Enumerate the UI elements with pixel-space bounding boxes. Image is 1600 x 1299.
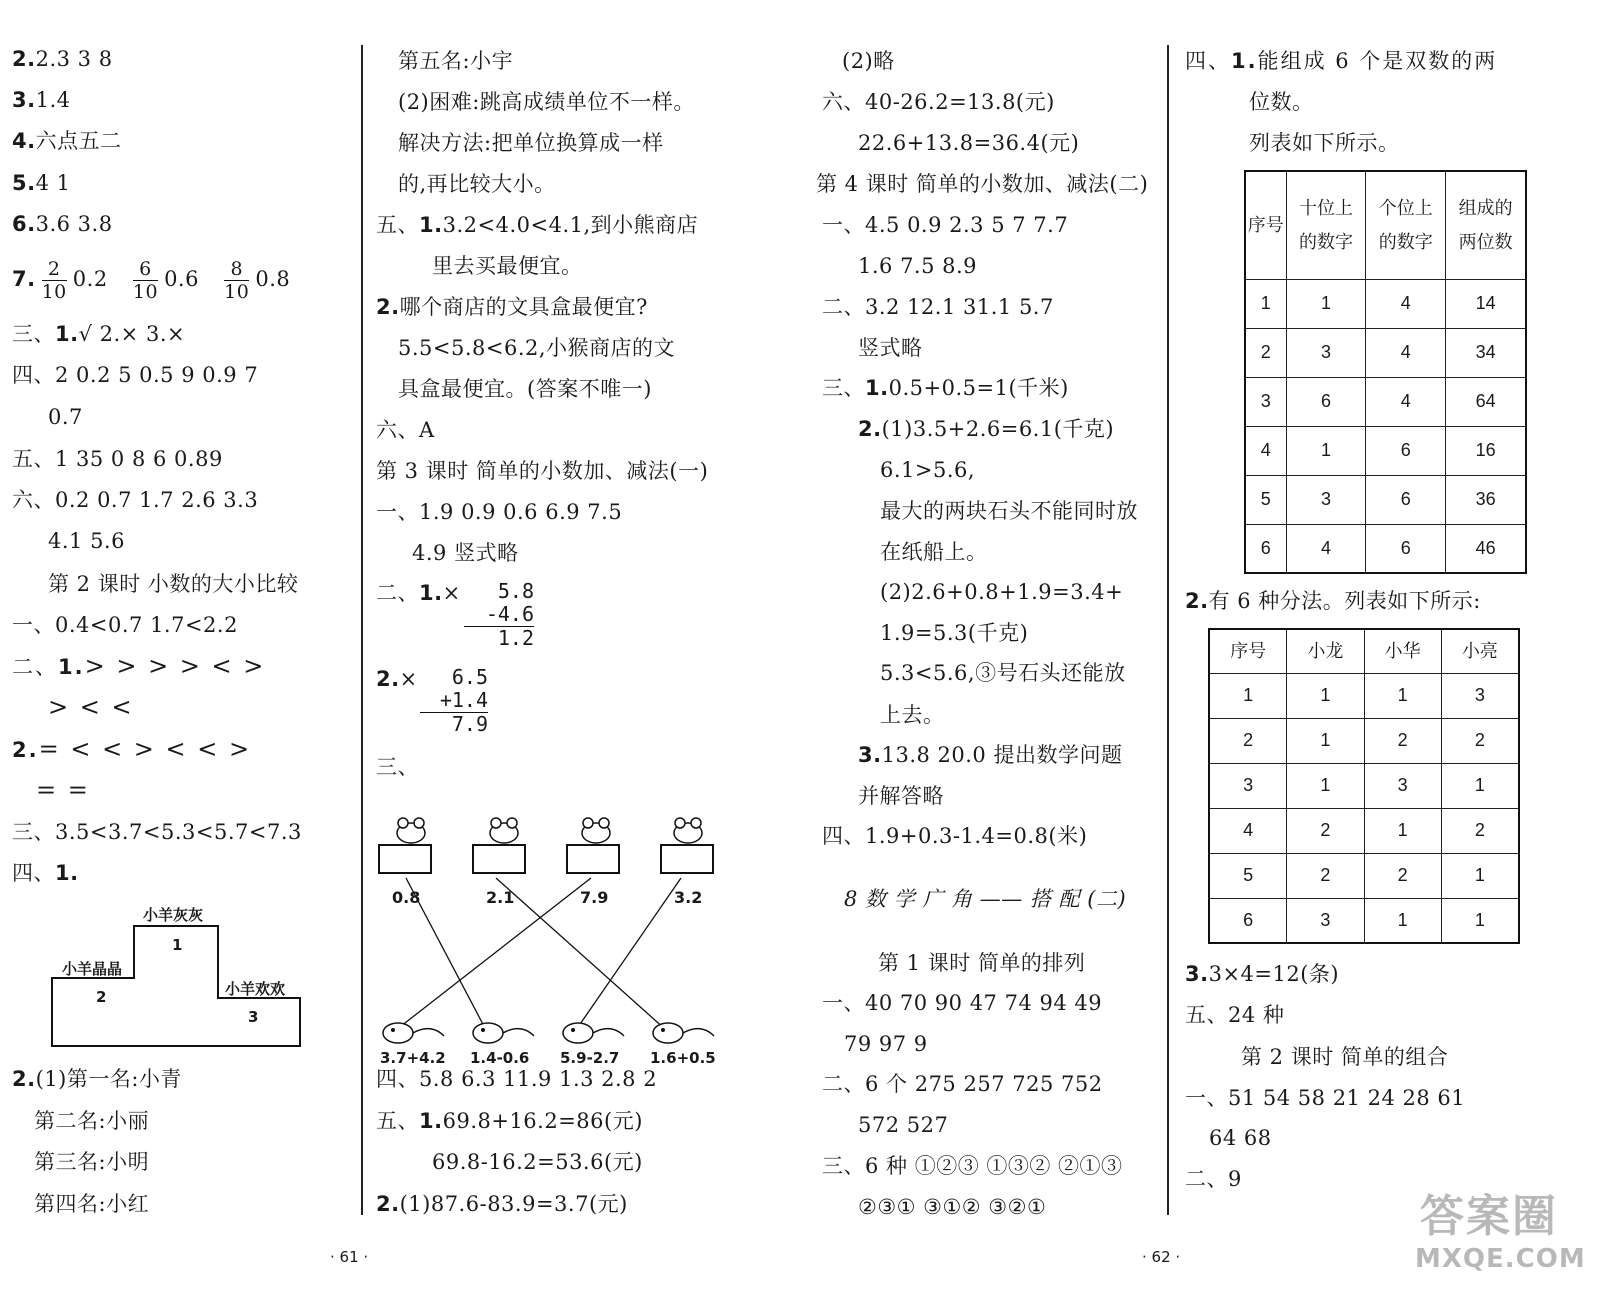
table-cell: 1: [1287, 673, 1364, 718]
answer-line: 4.9 竖式略: [412, 541, 519, 565]
page-number-right: · 62 ·: [1142, 1248, 1181, 1266]
table-cell: 4: [1209, 808, 1287, 853]
table-cell: 3: [1364, 763, 1441, 808]
answer-line: 2.(1)第一名:小青: [12, 1067, 182, 1091]
table-cell: 36: [1446, 475, 1526, 524]
answer-line: 2.×: [376, 667, 418, 691]
section-heading: 第 4 课时 简单的小数加、减法(二): [816, 172, 1149, 196]
answer-line: 第四名:小红: [34, 1192, 150, 1216]
answer-line: 六、A: [376, 418, 435, 442]
answer-line: 1.9=5.3(千克): [880, 621, 1029, 645]
table-cell: 1: [1209, 673, 1287, 718]
table-cell: 64: [1446, 377, 1526, 426]
answer-line: 4.六点五二: [12, 129, 122, 153]
table-row: [1245, 524, 1526, 573]
answer-line: 里去买最便宜。: [432, 254, 583, 278]
answer-line: 在纸船上。: [880, 540, 988, 564]
answer-line: 竖式略: [858, 336, 923, 360]
table-cell: 2: [1245, 328, 1286, 377]
frog-icon: [397, 818, 702, 843]
table-cell: 16: [1446, 426, 1526, 475]
answer-line: 的,再比较大小。: [398, 172, 556, 196]
answer-line: 一、1.9 0.9 0.6 6.9 7.5: [376, 500, 623, 524]
table-cell: 6: [1245, 524, 1286, 573]
answer-line: 3.1.4: [12, 88, 71, 112]
podium-third-name: 小羊欢欢: [225, 980, 286, 998]
answer-line: 位数。: [1249, 90, 1314, 114]
table-cell: 2: [1441, 808, 1519, 853]
answer-line: 解决方法:把单位换算成一样: [398, 131, 664, 155]
answer-line: = =: [36, 776, 90, 804]
answer-line: 第五名:小宇: [398, 49, 514, 73]
answer-line: 3.13.8 20.0 提出数学问题: [858, 743, 1123, 767]
answer-line: 四、1.: [12, 861, 79, 885]
tadpole-expression: 3.7+4.2: [380, 1049, 446, 1067]
answer-line: 64 68: [1209, 1126, 1272, 1150]
table-header: 序号: [1209, 629, 1287, 673]
table-header: 十位上的数字: [1286, 171, 1366, 279]
answer-line: 最大的两块石头不能同时放: [880, 499, 1138, 523]
answer-line: 三、: [376, 755, 419, 779]
answer-line: 69.8-16.2=53.6(元): [432, 1150, 643, 1174]
answer-line: 一、4.5 0.9 2.3 5 7 7.7: [822, 213, 1069, 237]
table-cell: 3: [1209, 763, 1287, 808]
section-heading: 第 2 课时 简单的组合: [1241, 1045, 1449, 1069]
table-cell: 6: [1286, 377, 1366, 426]
answer-line: 2.= < < > < < >: [12, 735, 252, 763]
answer-line: 0.7: [48, 405, 83, 429]
section-heading: 第 2 课时 小数的大小比较: [48, 572, 299, 596]
table-row: [1209, 718, 1519, 763]
table-cell: 2: [1287, 808, 1364, 853]
answer-line: 六、40-26.2=13.8(元): [822, 90, 1055, 114]
vertical-addition: 6.5 +1.4 7.9: [420, 666, 488, 736]
table-cell: 4: [1366, 279, 1446, 328]
answer-line: 四、1.能组成 6 个是双数的两: [1185, 49, 1498, 73]
table-row: [1245, 328, 1526, 377]
answer-line: 第二名:小丽: [34, 1109, 150, 1133]
table-header: 小龙: [1287, 629, 1364, 673]
table-cell: 6: [1209, 898, 1287, 943]
answer-line: 上去。: [880, 703, 945, 727]
answer-line-fractions: 7. $\frac{2}{10}$ 0.2 $\frac{6}{10}$ 0.6 $\frac{8}{10}$ 0.8: [12, 258, 291, 303]
answer-line: (2)困难:跳高成绩单位不一样。: [398, 90, 695, 114]
answer-line: 5.5<5.8<6.2,小猴商店的文: [398, 336, 676, 360]
answer-line: 四、1.9+0.3-1.4=0.8(米): [822, 824, 1088, 848]
answer-line: 2.(1)87.6-83.9=3.7(元): [376, 1192, 628, 1216]
answer-line: 2.2.3 3 8: [12, 47, 113, 71]
table-cell: 14: [1446, 279, 1526, 328]
podium-second-number: 2: [96, 988, 107, 1006]
answer-line: 4.1 5.6: [48, 529, 125, 553]
answer-line: 二、1.×: [376, 581, 461, 605]
two-digit-table: [1244, 170, 1527, 574]
podium-second-name: 小羊晶晶: [62, 960, 123, 978]
table-cell: 1: [1364, 898, 1441, 943]
answer-line: 22.6+13.8=36.4(元): [858, 131, 1080, 155]
table-cell: 1: [1287, 763, 1364, 808]
answer-line: 列表如下所示。: [1249, 131, 1400, 155]
answer-line: ②③① ③①② ③②①: [858, 1195, 1047, 1219]
answer-line: 三、3.5<3.7<5.3<5.7<7.3: [12, 820, 302, 844]
table-row: [1245, 475, 1526, 524]
table-cell: 4: [1366, 377, 1446, 426]
chapter-heading: 8 数 学 广 角 —— 搭 配 (二): [844, 887, 1127, 911]
answer-line: 并解答略: [858, 784, 944, 808]
frog-number: 2.1: [486, 888, 515, 907]
table-cell: 1: [1286, 279, 1366, 328]
table-cell: 2: [1441, 718, 1519, 763]
answer-line: 三、1.√ 2.× 3.×: [12, 322, 186, 346]
table-cell: 3: [1245, 377, 1286, 426]
answer-line: 三、6 种 ①②③ ①③② ②①③: [822, 1154, 1123, 1178]
table-cell: 2: [1364, 853, 1441, 898]
table-row: [1209, 673, 1519, 718]
podium-first-name: 小羊灰灰: [143, 906, 204, 924]
table-row: [1209, 763, 1519, 808]
tadpole-expression: 5.9-2.7: [560, 1049, 620, 1067]
table-cell: 6: [1366, 426, 1446, 475]
answer-line: 第三名:小明: [34, 1150, 150, 1174]
answer-line: 二、3.2 12.1 31.1 5.7: [822, 295, 1054, 319]
table-cell: 34: [1446, 328, 1526, 377]
answer-line: 一、51 54 58 21 24 28 61: [1185, 1086, 1466, 1110]
table-cell: 6: [1366, 475, 1446, 524]
table-cell: 5: [1245, 475, 1286, 524]
table-cell: 2: [1209, 718, 1287, 763]
answer-line: 一、0.4<0.7 1.7<2.2: [12, 613, 238, 637]
watermark-url: MXQE.COM: [1415, 1244, 1586, 1274]
answer-line: 三、1.0.5+0.5=1(千米): [822, 376, 1069, 400]
answer-line: (2)略: [842, 49, 895, 73]
answer-line: 6.3.6 3.8: [12, 212, 113, 236]
answer-line: 具盒最便宜。(答案不唯一): [398, 377, 652, 401]
table-cell: 6: [1366, 524, 1446, 573]
answer-line: 五、24 种: [1185, 1003, 1285, 1027]
table-cell: 1: [1364, 673, 1441, 718]
table-cell: 1: [1441, 853, 1519, 898]
answer-line: > < <: [48, 693, 134, 721]
table-row: [1209, 853, 1519, 898]
table-header: 组成的两位数: [1446, 171, 1526, 279]
table-cell: 1: [1364, 808, 1441, 853]
table-header: 小亮: [1441, 629, 1519, 673]
page-number-left: · 61 ·: [330, 1248, 369, 1266]
table-header: 序号: [1245, 171, 1286, 279]
answer-line: 二、6 个 275 257 725 752: [822, 1072, 1103, 1096]
section-heading: 第 1 课时 简单的排列: [878, 951, 1086, 975]
tadpole-expression: 1.4-0.6: [470, 1049, 530, 1067]
frog-tadpole-match: [376, 808, 776, 1078]
answer-line: 六、0.2 0.7 1.7 2.6 3.3: [12, 488, 259, 512]
section-heading: 第 3 课时 简单的小数加、减法(一): [376, 459, 709, 483]
table-cell: 3: [1287, 898, 1364, 943]
table-cell: 2: [1287, 853, 1364, 898]
answer-line: 2.有 6 种分法。列表如下所示:: [1185, 589, 1481, 613]
answer-line: 四、2 0.2 5 0.5 9 0.9 7: [12, 363, 259, 387]
table-row: [1245, 426, 1526, 475]
answer-line: 二、1.> > > > < >: [12, 652, 266, 680]
answer-line: 3.3×4=12(条): [1185, 962, 1340, 986]
column-rule: [1167, 45, 1169, 1215]
table-cell: 4: [1286, 524, 1366, 573]
answer-line: 一、40 70 90 47 74 94 49: [822, 991, 1103, 1015]
table-row: [1245, 279, 1526, 328]
answer-line: (2)2.6+0.8+1.9=3.4+: [880, 580, 1124, 604]
tadpole-icon: [383, 1023, 714, 1043]
answer-line: 五、1.69.8+16.2=86(元): [376, 1109, 643, 1133]
frog-number: 0.8: [392, 888, 421, 907]
vertical-subtraction: 5.8 -4.6 1.2: [464, 580, 534, 650]
answer-line: 5.3<5.6,③号石头还能放: [880, 661, 1126, 685]
table-cell: 5: [1209, 853, 1287, 898]
table-cell: 1: [1287, 718, 1364, 763]
table-cell: 4: [1245, 426, 1286, 475]
distribution-table: [1208, 628, 1520, 944]
tadpole-expression: 1.6+0.5: [650, 1049, 716, 1067]
table-row: [1209, 898, 1519, 943]
answer-line: 5.4 1: [12, 171, 71, 195]
answer-line: 2.(1)3.5+2.6=6.1(千克): [858, 417, 1115, 441]
table-cell: 3: [1286, 328, 1366, 377]
answer-line: 四、5.8 6.3 11.9 1.3 2.8 2: [376, 1067, 658, 1091]
answer-line: 79 97 9: [844, 1032, 928, 1056]
answer-line: 五、1.3.2<4.0<4.1,到小熊商店: [376, 213, 699, 237]
frog-number: 7.9: [580, 888, 609, 907]
answer-line: 2.哪个商店的文具盒最便宜?: [376, 295, 648, 319]
answer-line: 二、9: [1185, 1167, 1242, 1191]
table-cell: 1: [1441, 763, 1519, 808]
table-cell: 46: [1446, 524, 1526, 573]
table-row: [1245, 377, 1526, 426]
table-row: [1209, 808, 1519, 853]
answer-line: 572 527: [858, 1113, 949, 1137]
frog-number: 3.2: [674, 888, 703, 907]
answer-line: 1.6 7.5 8.9: [858, 254, 978, 278]
table-cell: 3: [1441, 673, 1519, 718]
table-cell: 3: [1286, 475, 1366, 524]
table-header: 小华: [1364, 629, 1441, 673]
podium-first-number: 1: [172, 936, 183, 954]
table-header: 个位上的数字: [1366, 171, 1446, 279]
table-cell: 1: [1286, 426, 1366, 475]
table-cell: 1: [1245, 279, 1286, 328]
podium-third-number: 3: [248, 1008, 259, 1026]
answer-line: 6.1>5.6,: [880, 458, 976, 482]
table-cell: 2: [1364, 718, 1441, 763]
answer-line: 五、1 35 0 8 6 0.89: [12, 447, 223, 471]
table-cell: 1: [1441, 898, 1519, 943]
table-cell: 4: [1366, 328, 1446, 377]
column-rule: [361, 45, 363, 1215]
watermark-logo: 答案圈: [1420, 1191, 1558, 1242]
